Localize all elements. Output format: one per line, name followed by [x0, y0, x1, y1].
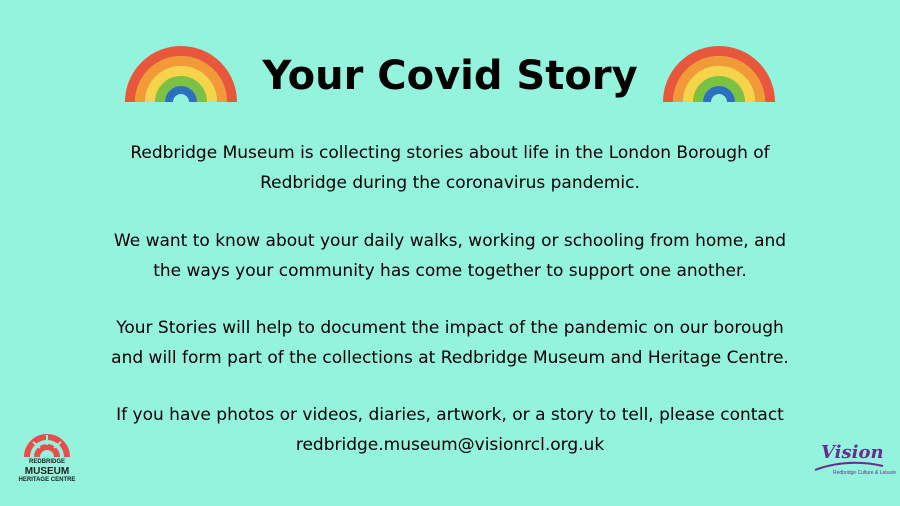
page-title: Your Covid Story [262, 53, 638, 99]
request-paragraph [40, 226, 860, 286]
vision-logo-icon [805, 436, 897, 486]
vision-logo-tagline: Redbridge Culture & Leisure [833, 470, 897, 476]
museum-logo-arch-icon [24, 432, 70, 458]
paragraph-line: Redbridge Museum is collecting stories about life in the London Borough of [130, 143, 770, 163]
vision-logo-word: Vision [821, 442, 884, 463]
museum-logo-icon [12, 432, 82, 492]
contact-email[interactable]: redbridge.museum@visionrcl.org.uk [295, 435, 605, 455]
museum-logo-line3: HERITAGE CENTRE [18, 477, 76, 483]
paragraph-line: We want to know about your daily walks, working or schooling from home, and [113, 231, 787, 251]
paragraph-line: Redbridge during the coronavirus pandemic. [260, 173, 640, 193]
paragraph-line: the ways your community has come together to support one another. [153, 261, 747, 281]
purpose-paragraph [40, 313, 860, 373]
museum-logo-line2: MUSEUM [24, 466, 70, 477]
rainbow-icon-right [663, 46, 775, 104]
paragraph-line: and will form part of the collections at Redbridge Museum and Heritage Centre. [111, 348, 789, 368]
intro-paragraph [40, 138, 860, 198]
contact-paragraph [40, 400, 860, 460]
paragraph-line: Your Stories will help to document the impact of the pandemic on our borough [116, 318, 784, 338]
paragraph-line: If you have photos or videos, diaries, artwork, or a story to tell, please contact [116, 405, 784, 425]
museum-logo-line1: REDBRIDGE [28, 459, 65, 465]
